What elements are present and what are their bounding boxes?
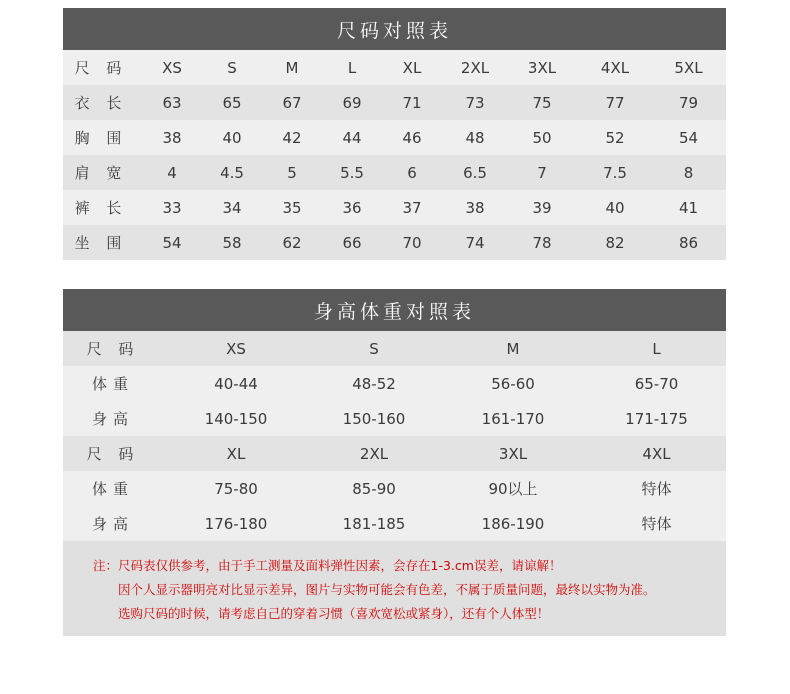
table-cell: 176-180 [204,514,268,533]
table-cell: 42 [282,128,302,147]
table-cell: 63 [162,93,182,112]
table-cell: 37 [402,198,422,217]
size-chart-panel [63,8,726,260]
size-chart-title: 尺码对照表 [63,8,726,50]
body-chart-title: 身高体重对照表 [63,289,726,331]
table-cell: 5 [287,163,297,182]
table-cell: 39 [532,198,552,217]
table-cell: 50 [532,128,552,147]
table-cell: 75 [532,93,552,112]
table-cell: 2XL [359,444,389,463]
table-cell: 58 [222,233,242,252]
table-cell: XS [162,58,182,77]
note-line: 注：尺码表仅供参考，由于手工测量及面料弹性因素，会存在1-3.cm误差，请谅解！ [93,558,562,573]
table-cell: 186-190 [481,514,545,533]
table-cell: 52 [605,128,625,147]
table-cell: 65 [222,93,242,112]
table-cell: L [652,339,661,358]
table-row [63,401,726,436]
table-row [63,331,726,366]
table-cell: 70 [402,233,422,252]
row-label: 尺 码 [86,445,140,463]
table-cell: 33 [162,198,182,217]
table-cell: XL [402,58,422,77]
body-chart-table [63,331,726,541]
table-cell: 56-60 [491,374,535,393]
table-row [63,120,726,155]
table-cell: 62 [282,233,302,252]
table-cell: 38 [162,128,182,147]
row-label: 尺 码 [74,59,128,77]
table-cell: 6 [407,163,417,182]
table-cell: XS [226,339,246,358]
table-cell: 2XL [460,58,490,77]
table-cell: 4.5 [220,163,244,182]
table-row [63,436,726,471]
table-row [63,471,726,506]
table-cell: 34 [222,198,242,217]
table-cell: 65-70 [634,374,679,393]
row-label: 胸 围 [74,129,128,147]
body-chart-panel [63,289,726,636]
table-row [63,225,726,260]
table-cell: 86 [678,233,699,252]
table-cell: 71 [402,93,422,112]
table-cell: 40 [605,198,625,217]
row-label: 身高 [91,410,134,428]
table-cell: 54 [678,128,699,147]
table-row [63,366,726,401]
table-cell: 78 [532,233,552,252]
row-label: 身高 [91,515,134,533]
table-cell: 46 [402,128,422,147]
note-line: 因个人显示器明亮对比显示差异，图片与实物可能会有色差，不属于质量问题，最终以实物为准。 [118,582,656,597]
table-cell: 73 [465,93,485,112]
row-label: 肩 宽 [74,164,128,182]
table-cell: 8 [683,163,694,182]
table-cell: 4XL [642,444,671,463]
table-cell: 90以上 [488,480,538,498]
row-label: 裤 长 [74,199,128,217]
table-cell: 3XL [527,58,557,77]
table-cell: 161-170 [481,409,545,428]
table-cell: M [285,58,299,77]
table-cell: 3XL [498,444,528,463]
table-row [63,85,726,120]
table-cell: M [506,339,520,358]
size-chart-table [63,50,726,260]
table-cell: 35 [282,198,302,217]
table-cell: 特体 [641,515,672,533]
table-cell: 48-52 [352,374,396,393]
table-cell: 38 [465,198,485,217]
table-cell: L [347,58,357,77]
table-cell: 85-90 [352,479,396,498]
table-cell: 5.5 [340,163,364,182]
table-cell: 7.5 [603,163,627,182]
table-row [63,155,726,190]
table-cell: 特体 [641,480,672,498]
table-cell: 82 [605,233,625,252]
table-cell: 150-160 [342,409,406,428]
table-cell: 6.5 [463,163,487,182]
table-cell: 48 [465,128,485,147]
table-cell: 140-150 [204,409,268,428]
table-cell: 40 [222,128,242,147]
table-cell: 75-80 [214,479,258,498]
row-label: 体重 [91,480,134,498]
table-cell: 7 [537,163,547,182]
table-cell: 77 [605,93,625,112]
note-line: 选购尺码的时候，请考虑自己的穿着习惯（喜欢宽松或紧身），还有个人体型！ [118,606,550,621]
table-cell: 69 [342,93,362,112]
table-cell: 54 [162,233,182,252]
table-row [63,506,726,541]
table-cell: 40-44 [214,374,258,393]
table-cell: 171-175 [625,409,688,428]
table-cell: 66 [342,233,362,252]
table-cell: XL [226,444,246,463]
table-cell: 36 [342,198,362,217]
table-cell: 79 [678,93,699,112]
table-cell: 44 [342,128,362,147]
table-cell: S [369,339,379,358]
table-cell: 4 [167,163,177,182]
row-label: 体重 [91,375,134,393]
table-cell: 41 [678,198,699,217]
row-label: 尺 码 [86,340,140,358]
notes-box [63,541,726,636]
table-cell: 181-185 [342,514,406,533]
row-label: 衣 长 [74,94,128,112]
table-cell: 67 [282,93,302,112]
table-cell: S [227,58,237,77]
table-row [63,50,726,85]
table-cell: 5XL [674,58,703,77]
row-label: 坐 围 [74,234,128,252]
table-cell: 4XL [600,58,630,77]
table-cell: 74 [465,233,485,252]
table-row [63,190,726,225]
